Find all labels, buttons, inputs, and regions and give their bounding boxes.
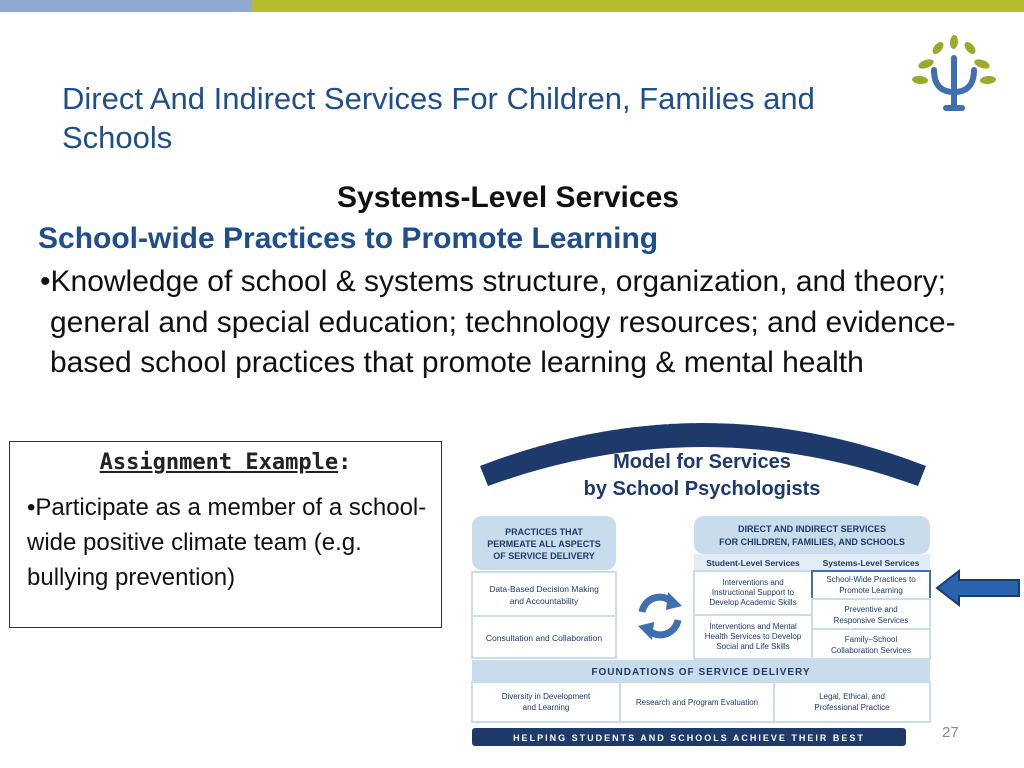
section-subheading: School-wide Practices to Promote Learning — [38, 222, 659, 255]
section-heading: Systems-Level Services — [337, 181, 679, 214]
foundation-1-line1: Diversity in Development — [501, 692, 591, 701]
left-item-1-line1: Data-Based Decision Making — [489, 584, 599, 594]
student-item-2-line1: Interventions and Mental — [709, 622, 797, 631]
recycle-arrows-icon — [638, 592, 682, 640]
top-bar-blue — [0, 0, 252, 12]
assignment-title — [10, 450, 441, 475]
right-header-line1: DIRECT AND INDIRECT SERVICES — [737, 524, 887, 534]
student-item-2-line3: Social and Life Skills — [716, 642, 790, 651]
logo-psi-icon — [908, 34, 1004, 114]
student-level-label: Student-Level Services — [706, 558, 800, 568]
foundation-1-line2: and Learning — [522, 703, 570, 712]
student-item-1-line3: Develop Academic Skills — [709, 598, 797, 607]
left-item-2: Consultation and Collaboration — [485, 633, 603, 643]
foundations-label: FOUNDATIONS OF SERVICE DELIVERY — [591, 667, 811, 678]
arc-text: NATIONAL ASSOCIATION OF SCHOOL PSYCHOLOGISTS — [502, 410, 910, 460]
assignment-text: •Participate as a member of a school-wide positive climate team (e.g. bullying prevention) — [27, 494, 427, 591]
footer-text: HELPING STUDENTS AND SCHOOLS ACHIEVE THEIR BEST — [513, 733, 865, 743]
model-title-line2: by School Psychologists — [583, 478, 821, 500]
systems-item-2-line1: Preventive and — [844, 605, 898, 614]
systems-item-3-line1: Family–School — [844, 635, 898, 644]
left-header-line3: OF SERVICE DELIVERY — [493, 551, 595, 561]
assignment-title-colon: : — [338, 450, 352, 475]
nasp-model-figure — [468, 400, 938, 752]
pointer-arrow-icon — [935, 569, 1021, 607]
right-header-box — [694, 516, 930, 554]
student-item-1-line2: Instructional Support to — [711, 588, 795, 597]
systems-item-1-line2: Promote Learning — [839, 586, 903, 595]
systems-item-3-line2: Collaboration Services — [830, 646, 912, 655]
student-item-1-line1: Interventions and — [722, 578, 784, 587]
model-title-line1: Model for Services — [613, 451, 791, 473]
foundation-3-line1: Legal, Ethical, and — [819, 692, 885, 701]
assignment-box — [9, 441, 442, 628]
foundation-3-line2: Professional Practice — [814, 703, 890, 712]
page-number: 27 — [942, 724, 959, 741]
left-item-1-line2: and Accountability — [509, 596, 579, 606]
slide-title: Direct And Indirect Services For Children, Families and Schools — [62, 81, 815, 155]
foundation-2: Research and Program Evaluation — [635, 698, 759, 707]
systems-level-label: Systems-Level Services — [822, 558, 920, 568]
systems-item-2-line2: Responsive Services — [833, 616, 909, 625]
body-bullet: •Knowledge of school & systems structure, organization, and theory; general and special education; technology resources; and evidence-based school practices that promote learning & mental health — [40, 265, 956, 379]
student-item-2-line2: Health Services to Develop — [704, 632, 802, 641]
right-header-line2: FOR CHILDREN, FAMILIES, AND SCHOOLS — [719, 537, 905, 547]
top-bar-green — [252, 0, 1024, 12]
assignment-title-text: Assignment Example — [99, 450, 339, 475]
left-header-line2: PERMEATE ALL ASPECTS — [487, 539, 601, 549]
left-item-box-1 — [472, 572, 616, 616]
systems-item-1-line1: School-Wide Practices to — [826, 575, 916, 584]
foundation-box-1 — [472, 682, 620, 722]
foundation-box-3 — [774, 682, 930, 722]
left-header-line1: PRACTICES THAT — [505, 527, 583, 537]
